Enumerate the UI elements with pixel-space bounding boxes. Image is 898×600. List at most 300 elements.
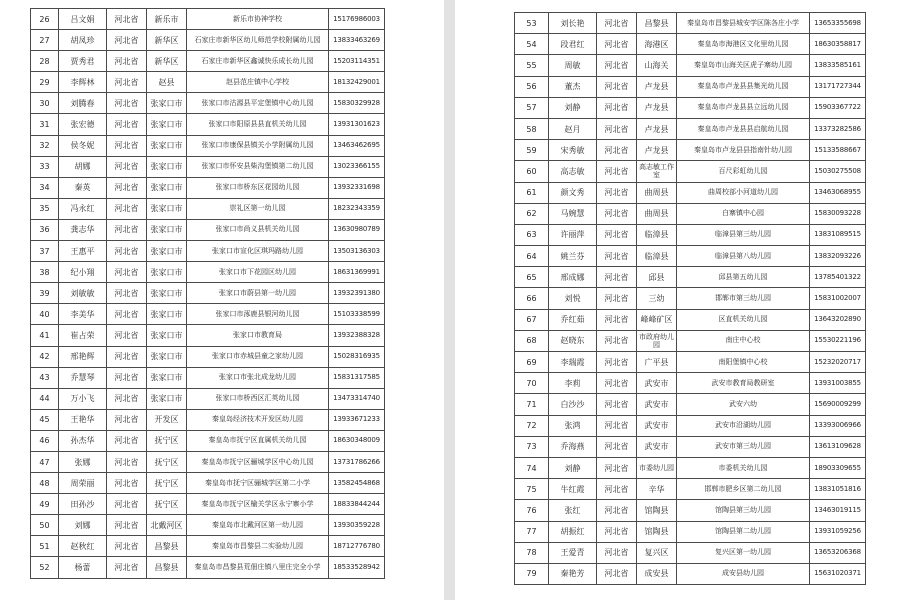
table-row xyxy=(515,224,866,245)
table-row xyxy=(515,97,866,118)
phone-number: 13582454868 xyxy=(329,473,385,494)
person-name: 赵晓东 xyxy=(549,330,597,351)
province: 河北省 xyxy=(107,177,147,198)
person-name: 刘静 xyxy=(549,457,597,478)
province: 河北省 xyxy=(107,198,147,219)
province: 河北省 xyxy=(597,97,637,118)
phone-number: 15030275508 xyxy=(810,161,866,182)
table-row xyxy=(515,457,866,478)
person-name: 乔慧琴 xyxy=(59,367,107,388)
person-name: 纪小翔 xyxy=(59,262,107,283)
table-row xyxy=(31,198,385,219)
district: 抚宁区 xyxy=(147,430,187,451)
school-name: 张家口市下花园区幼儿园 xyxy=(187,262,329,283)
school-name: 张家口市沽源县平定堡镇中心幼儿园 xyxy=(187,93,329,114)
row-number: 78 xyxy=(515,542,549,563)
person-name: 杨蕾 xyxy=(59,557,107,578)
phone-number: 13463462695 xyxy=(329,135,385,156)
table-row xyxy=(515,140,866,161)
row-number: 34 xyxy=(31,177,59,198)
province: 河北省 xyxy=(107,93,147,114)
table-row xyxy=(515,13,866,34)
phone-number: 15176986003 xyxy=(329,9,385,30)
district: 张家口市 xyxy=(147,367,187,388)
table-row xyxy=(515,373,866,394)
row-number: 64 xyxy=(515,246,549,267)
table-row xyxy=(31,409,385,430)
person-name: 秦艳芳 xyxy=(549,563,597,584)
table-row xyxy=(31,51,385,72)
province: 河北省 xyxy=(597,394,637,415)
district: 市政府幼儿园 xyxy=(637,330,677,351)
table-row xyxy=(515,288,866,309)
table-row xyxy=(515,394,866,415)
school-name: 秦皇岛市抚宁区骊城学区第二小学 xyxy=(187,473,329,494)
phone-number: 15028316935 xyxy=(329,346,385,367)
school-name: 张家口市阳原县县直机关幼儿园 xyxy=(187,114,329,135)
row-number: 68 xyxy=(515,330,549,351)
table-row xyxy=(31,430,385,451)
table-row xyxy=(515,500,866,521)
row-number: 63 xyxy=(515,224,549,245)
person-name: 胡凤珍 xyxy=(59,30,107,51)
province: 河北省 xyxy=(107,114,147,135)
province: 河北省 xyxy=(107,9,147,30)
row-number: 55 xyxy=(515,55,549,76)
person-name: 许丽萍 xyxy=(549,224,597,245)
school-name: 秦皇岛市卢龙县县立远幼儿园 xyxy=(677,97,810,118)
row-number: 37 xyxy=(31,241,59,262)
phone-number: 15830093228 xyxy=(810,203,866,224)
phone-number: 18232343359 xyxy=(329,198,385,219)
row-number: 79 xyxy=(515,563,549,584)
province: 河北省 xyxy=(107,30,147,51)
row-number: 49 xyxy=(31,494,59,515)
phone-number: 13931059256 xyxy=(810,521,866,542)
school-name: 秦皇岛市卢龙县县启航幼儿园 xyxy=(677,118,810,139)
province: 河北省 xyxy=(107,430,147,451)
row-number: 42 xyxy=(31,346,59,367)
school-name: 邯郸市肥乡区第二幼儿园 xyxy=(677,479,810,500)
table-row xyxy=(31,177,385,198)
phone-number: 18833844244 xyxy=(329,494,385,515)
person-name: 张鸿 xyxy=(549,415,597,436)
school-name: 石家庄市新华区幼儿师范学校附属幼儿园 xyxy=(187,30,329,51)
phone-number: 18712776780 xyxy=(329,536,385,557)
phone-number: 13932391380 xyxy=(329,283,385,304)
phone-number: 13932388328 xyxy=(329,325,385,346)
phone-number: 13653355698 xyxy=(810,13,866,34)
person-name: 龚志华 xyxy=(59,219,107,240)
district: 张家口市 xyxy=(147,283,187,304)
school-name: 市委机关幼儿园 xyxy=(677,457,810,478)
phone-number: 13630980789 xyxy=(329,219,385,240)
province: 河北省 xyxy=(107,367,147,388)
table-row xyxy=(31,473,385,494)
district: 张家口市 xyxy=(147,135,187,156)
school-name: 百尺彩虹幼儿园 xyxy=(677,161,810,182)
province: 河北省 xyxy=(597,521,637,542)
phone-number: 13463068955 xyxy=(810,182,866,203)
province: 河北省 xyxy=(107,451,147,472)
school-name: 武安市沿湖幼儿园 xyxy=(677,415,810,436)
district: 山海关 xyxy=(637,55,677,76)
row-number: 48 xyxy=(31,473,59,494)
person-name: 崔占荣 xyxy=(59,325,107,346)
roster-table-left xyxy=(30,8,385,579)
person-name: 万小飞 xyxy=(59,388,107,409)
district: 武安市 xyxy=(637,394,677,415)
district: 抚宁区 xyxy=(147,473,187,494)
province: 河北省 xyxy=(597,457,637,478)
province: 河北省 xyxy=(107,557,147,578)
table-row xyxy=(515,203,866,224)
row-number: 32 xyxy=(31,135,59,156)
table-row xyxy=(31,9,385,30)
table-row xyxy=(31,93,385,114)
district: 峰峰矿区 xyxy=(637,309,677,330)
person-name: 李辉林 xyxy=(59,72,107,93)
row-number: 46 xyxy=(31,430,59,451)
district: 赵县 xyxy=(147,72,187,93)
phone-number: 15903367722 xyxy=(810,97,866,118)
province: 河北省 xyxy=(597,479,637,500)
person-name: 田孙沙 xyxy=(59,494,107,515)
row-number: 77 xyxy=(515,521,549,542)
phone-number: 13831051816 xyxy=(810,479,866,500)
district: 北戴河区 xyxy=(147,515,187,536)
province: 河北省 xyxy=(597,224,637,245)
row-number: 69 xyxy=(515,352,549,373)
district: 临漳县 xyxy=(637,246,677,267)
district: 张家口市 xyxy=(147,219,187,240)
table-row xyxy=(515,161,866,182)
person-name: 乔红茹 xyxy=(549,309,597,330)
person-name: 段君红 xyxy=(549,34,597,55)
person-name: 姚兰芬 xyxy=(549,246,597,267)
province: 河北省 xyxy=(107,219,147,240)
district: 辛华 xyxy=(637,479,677,500)
phone-number: 15103338599 xyxy=(329,304,385,325)
district: 馆陶县 xyxy=(637,500,677,521)
table-row xyxy=(31,536,385,557)
district: 张家口市 xyxy=(147,177,187,198)
person-name: 刘腾春 xyxy=(59,93,107,114)
province: 河北省 xyxy=(107,346,147,367)
district: 武安市 xyxy=(637,373,677,394)
school-name: 张家口市桥东区花园幼儿园 xyxy=(187,177,329,198)
table-row xyxy=(31,494,385,515)
district: 昌黎县 xyxy=(147,557,187,578)
person-name: 周敏 xyxy=(549,55,597,76)
district: 新华区 xyxy=(147,30,187,51)
school-name: 武安六幼 xyxy=(677,394,810,415)
row-number: 27 xyxy=(31,30,59,51)
phone-number: 13931003855 xyxy=(810,373,866,394)
phone-number: 15631020371 xyxy=(810,563,866,584)
person-name: 赵月 xyxy=(549,118,597,139)
phone-number: 13831089515 xyxy=(810,224,866,245)
table-row xyxy=(515,352,866,373)
person-name: 贾秀君 xyxy=(59,51,107,72)
province: 河北省 xyxy=(107,304,147,325)
province: 河北省 xyxy=(597,352,637,373)
province: 河北省 xyxy=(107,388,147,409)
table-row xyxy=(515,182,866,203)
row-number: 70 xyxy=(515,373,549,394)
district: 张家口市 xyxy=(147,262,187,283)
row-number: 33 xyxy=(31,156,59,177)
district: 曲周县 xyxy=(637,203,677,224)
school-name: 张家口市宣化区琪玛路幼儿园 xyxy=(187,241,329,262)
table-row xyxy=(31,135,385,156)
table-row xyxy=(515,330,866,351)
province: 河北省 xyxy=(107,515,147,536)
province: 河北省 xyxy=(597,415,637,436)
phone-number: 13023366155 xyxy=(329,156,385,177)
phone-number: 13833585161 xyxy=(810,55,866,76)
province: 河北省 xyxy=(107,72,147,93)
person-name: 秦英 xyxy=(59,177,107,198)
table-row xyxy=(31,515,385,536)
district: 新华区 xyxy=(147,51,187,72)
row-number: 66 xyxy=(515,288,549,309)
table-row xyxy=(515,521,866,542)
row-number: 43 xyxy=(31,367,59,388)
district: 开发区 xyxy=(147,409,187,430)
district: 卢龙县 xyxy=(637,97,677,118)
person-name: 侯冬妮 xyxy=(59,135,107,156)
school-name: 张家口市康保县镇关小学附属幼儿园 xyxy=(187,135,329,156)
table-row xyxy=(31,114,385,135)
page-separator xyxy=(444,0,455,600)
table-row xyxy=(515,267,866,288)
school-name: 秦皇岛市昌黎县荒佃庄镇八里庄完全小学 xyxy=(187,557,329,578)
province: 河北省 xyxy=(597,288,637,309)
table-row xyxy=(515,246,866,267)
person-name: 张娜 xyxy=(59,451,107,472)
province: 河北省 xyxy=(597,563,637,584)
school-name: 秦皇岛市抚宁区榆关学区永宁寨小学 xyxy=(187,494,329,515)
province: 河北省 xyxy=(107,325,147,346)
person-name: 冯永红 xyxy=(59,198,107,219)
district: 复兴区 xyxy=(637,542,677,563)
table-row xyxy=(31,283,385,304)
province: 河北省 xyxy=(597,118,637,139)
district: 张家口市 xyxy=(147,304,187,325)
school-name: 邯郸市第三幼儿园 xyxy=(677,288,810,309)
school-name: 临漳县第八幼儿园 xyxy=(677,246,810,267)
district: 张家口市 xyxy=(147,388,187,409)
school-name: 张家口市赤城县童之家幼儿园 xyxy=(187,346,329,367)
document-page-left xyxy=(0,0,444,600)
district: 昌黎县 xyxy=(147,536,187,557)
province: 河北省 xyxy=(597,182,637,203)
district: 市委幼儿园 xyxy=(637,457,677,478)
row-number: 71 xyxy=(515,394,549,415)
district: 卢龙县 xyxy=(637,76,677,97)
row-number: 31 xyxy=(31,114,59,135)
district: 曲周县 xyxy=(637,182,677,203)
school-name: 崇礼区第一幼儿园 xyxy=(187,198,329,219)
phone-number: 13930359228 xyxy=(329,515,385,536)
school-name: 秦皇岛市卢龙县县指南针幼儿园 xyxy=(677,140,810,161)
person-name: 赵秋红 xyxy=(59,536,107,557)
school-name: 张家口市尚义县机关幼儿园 xyxy=(187,219,329,240)
table-row xyxy=(515,415,866,436)
district: 海港区 xyxy=(637,34,677,55)
school-name: 张家口市张北成龙幼儿园 xyxy=(187,367,329,388)
phone-number: 15203114351 xyxy=(329,51,385,72)
province: 河北省 xyxy=(597,34,637,55)
province: 河北省 xyxy=(597,436,637,457)
district: 临漳县 xyxy=(637,224,677,245)
person-name: 周荣丽 xyxy=(59,473,107,494)
person-name: 刘长艳 xyxy=(549,13,597,34)
province: 河北省 xyxy=(107,241,147,262)
phone-number: 13785401322 xyxy=(810,267,866,288)
province: 河北省 xyxy=(597,542,637,563)
row-number: 56 xyxy=(515,76,549,97)
person-name: 颜文秀 xyxy=(549,182,597,203)
row-number: 29 xyxy=(31,72,59,93)
table-row xyxy=(31,72,385,93)
row-number: 45 xyxy=(31,409,59,430)
district: 广平县 xyxy=(637,352,677,373)
row-number: 61 xyxy=(515,182,549,203)
school-name: 武安市教育局教研室 xyxy=(677,373,810,394)
phone-number: 18631369991 xyxy=(329,262,385,283)
province: 河北省 xyxy=(107,156,147,177)
school-name: 秦皇岛市抚宁区直属机关幼儿园 xyxy=(187,430,329,451)
school-name: 馆陶县第二幼儿园 xyxy=(677,521,810,542)
person-name: 王艳华 xyxy=(59,409,107,430)
row-number: 52 xyxy=(31,557,59,578)
province: 河北省 xyxy=(597,161,637,182)
person-name: 董杰 xyxy=(549,76,597,97)
school-name: 秦皇岛市海港区文化里幼儿园 xyxy=(677,34,810,55)
person-name: 刘悦 xyxy=(549,288,597,309)
school-name: 临漳县第三幼儿园 xyxy=(677,224,810,245)
row-number: 44 xyxy=(31,388,59,409)
phone-number: 13833463269 xyxy=(329,30,385,51)
phone-number: 13393006966 xyxy=(810,415,866,436)
school-name: 南庄中心校 xyxy=(677,330,810,351)
school-name: 武安市第三幼儿园 xyxy=(677,436,810,457)
row-number: 28 xyxy=(31,51,59,72)
province: 河北省 xyxy=(107,473,147,494)
person-name: 牛红霞 xyxy=(549,479,597,500)
phone-number: 13933671233 xyxy=(329,409,385,430)
phone-number: 15133588667 xyxy=(810,140,866,161)
phone-number: 18630358817 xyxy=(810,34,866,55)
school-name: 石家庄市新华区鑫诚快乐成长幼儿园 xyxy=(187,51,329,72)
row-number: 59 xyxy=(515,140,549,161)
district: 卢龙县 xyxy=(637,140,677,161)
school-name: 张家口市蔚县第一幼儿园 xyxy=(187,283,329,304)
table-row xyxy=(515,76,866,97)
school-name: 区直机关幼儿园 xyxy=(677,309,810,330)
district: 张家口市 xyxy=(147,241,187,262)
district: 三幼 xyxy=(637,288,677,309)
district: 抚宁区 xyxy=(147,451,187,472)
school-name: 秦皇岛市山海关区虎子寨幼儿园 xyxy=(677,55,810,76)
table-row xyxy=(31,241,385,262)
phone-number: 18903309655 xyxy=(810,457,866,478)
phone-number: 13473314740 xyxy=(329,388,385,409)
row-number: 67 xyxy=(515,309,549,330)
district: 卢龙县 xyxy=(637,118,677,139)
document-page-right xyxy=(455,0,898,600)
district: 昌黎县 xyxy=(637,13,677,34)
row-number: 60 xyxy=(515,161,549,182)
table-row xyxy=(31,388,385,409)
person-name: 乔海燕 xyxy=(549,436,597,457)
school-name: 白寨镇中心园 xyxy=(677,203,810,224)
table-row xyxy=(515,309,866,330)
table-row xyxy=(31,262,385,283)
person-name: 刘娜 xyxy=(59,515,107,536)
row-number: 50 xyxy=(31,515,59,536)
row-number: 62 xyxy=(515,203,549,224)
province: 河北省 xyxy=(597,330,637,351)
phone-number: 18132429001 xyxy=(329,72,385,93)
phone-number: 13932331698 xyxy=(329,177,385,198)
district: 邱县 xyxy=(637,267,677,288)
person-name: 王惠平 xyxy=(59,241,107,262)
row-number: 41 xyxy=(31,325,59,346)
school-name: 新乐市协神学校 xyxy=(187,9,329,30)
table-row xyxy=(515,118,866,139)
phone-number: 13931301623 xyxy=(329,114,385,135)
table-row xyxy=(31,219,385,240)
province: 河北省 xyxy=(597,140,637,161)
province: 河北省 xyxy=(107,283,147,304)
table-row xyxy=(31,346,385,367)
district: 张家口市 xyxy=(147,93,187,114)
row-number: 65 xyxy=(515,267,549,288)
province: 河北省 xyxy=(597,267,637,288)
person-name: 张红 xyxy=(549,500,597,521)
person-name: 刘敏敏 xyxy=(59,283,107,304)
row-number: 73 xyxy=(515,436,549,457)
row-number: 54 xyxy=(515,34,549,55)
person-name: 邢艳辉 xyxy=(59,346,107,367)
school-name: 复兴区第一幼儿园 xyxy=(677,542,810,563)
school-name: 赵县范庄镇中心学校 xyxy=(187,72,329,93)
school-name: 曲周校部小河道幼儿园 xyxy=(677,182,810,203)
province: 河北省 xyxy=(597,203,637,224)
district: 成安县 xyxy=(637,563,677,584)
row-number: 72 xyxy=(515,415,549,436)
row-number: 35 xyxy=(31,198,59,219)
phone-number: 15831002007 xyxy=(810,288,866,309)
school-name: 秦皇岛市昌黎县城安学区陈各庄小学 xyxy=(677,13,810,34)
row-number: 76 xyxy=(515,500,549,521)
school-name: 馆陶县第三幼儿园 xyxy=(677,500,810,521)
row-number: 39 xyxy=(31,283,59,304)
province: 河北省 xyxy=(597,309,637,330)
district: 武安市 xyxy=(637,415,677,436)
school-name: 秦皇岛市卢龙县县集光幼儿园 xyxy=(677,76,810,97)
district: 抚宁区 xyxy=(147,494,187,515)
person-name: 宋秀敏 xyxy=(549,140,597,161)
person-name: 马婉慧 xyxy=(549,203,597,224)
table-row xyxy=(31,557,385,578)
table-row xyxy=(31,156,385,177)
school-name: 张家口市桥西区汇英幼儿园 xyxy=(187,388,329,409)
province: 河北省 xyxy=(107,135,147,156)
